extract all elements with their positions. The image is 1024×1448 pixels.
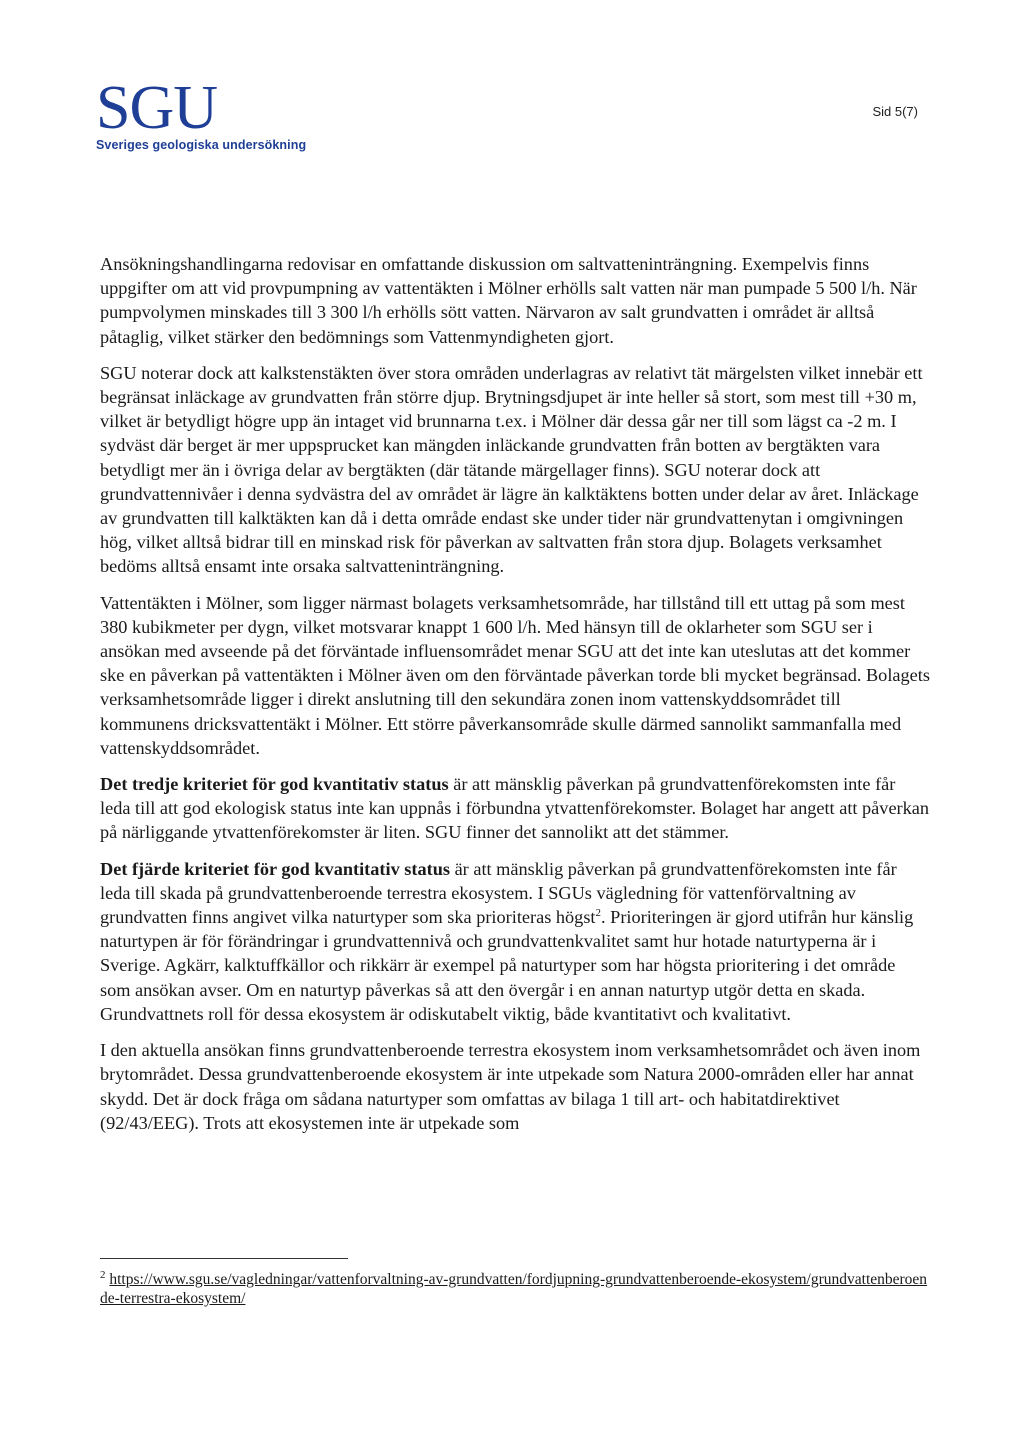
fourth-criterion-text-a: är att mänsklig påverkan på grundvattenförekomsten inte får leda till skada på grundvattenberoende terrestra ekosystem. I SGUs vägledning för vattenförvaltning av grundvatten finns angivet vilka naturtyper som ska prioriteras högst (100, 858, 897, 928)
fourth-criterion-heading: Det fjärde kriteriet för god kvantitativ status (100, 858, 450, 879)
paragraph-saltwater: Ansökningshandlingarna redovisar en omfattande diskussion om saltvatteninträngning. Exempelvis finns uppgifter om att vid provpumpning av vattentäkten i Mölner erhölls salt vatten när man pumpade 5 500 l/h. När pumpvolymen minskades till 3 300 l/h erhölls sött vatten. Närvaron av salt grundvatten i området är alltså påtaglig, vilket stärker den bedömnings som Vattenmyndigheten gjort. (100, 254, 917, 347)
footnote-link[interactable]: https://www.sgu.se/vagledningar/vattenforvaltning-av-grundvatten/fordjupning-grundvattenberoende-ekosystem/grundvattenberoende-terrestra-ekosystem/ (100, 1271, 928, 1307)
paragraph-current-application: I den aktuella ansökan finns grundvattenberoende terrestra ekosystem inom verksamhetsområdet och även inom brytområdet. Dessa grundvattenberoende ekosystem är inte utpekade som Natura 2000-områden eller har annat skydd. Det är dock fråga om sådana naturtyper som omfattas av bilaga 1 till art- och habitatdirektivet (92/43/EEG). Trots att ekosystemen inte är utpekade som (100, 1040, 921, 1133)
logo-subtitle: Sveriges geologiska undersökning (96, 138, 307, 152)
logo-mark: SGU (96, 74, 218, 142)
third-criterion-text: är att mänsklig påverkan på grundvattenförekomsten inte får leda till att god ekologisk status inte kan uppnås i förbundna ytvattenförekomster. Bolaget har angett att påverkan på närliggande ytvattenförekomster är liten. SGU finner det sannolikt att det stämmer. (100, 774, 930, 843)
sgu-logo (96, 74, 307, 152)
footnote-number: 2 (100, 1268, 106, 1281)
footnote-ref[interactable]: 2 (595, 906, 602, 919)
footnote-divider (100, 1258, 348, 1259)
fourth-criterion-text-b: . Prioriteringen är gjord utifrån hur känslig naturtypen är för förändringar i grundvattennivå och grundvattenkvalitet samt hur hotade naturtyperna är i Sverige. Agkärr, kalktuffkällor och rikkärr är exempel på naturtyper som har högsta prioritering i det område som ansökan avser. Om en naturtyp påverkas så att den övergår i en annan naturtyp utgör detta en skada. Grundvattnets roll för dessa ekosystem är odiskutabelt viktig, både kvantitativt och kvalitativt. (100, 907, 914, 1024)
paragraph-molner: Vattentäkten i Mölner, som ligger närmast bolagets verksamhetsområde, har tillstånd till ett uttag på som mest 380 kubikmeter per dygn, vilket motsvarar knappt 1 600 l/h. Med hänsyn till de oklarheter som SGU ser i ansökan med avseende på det förväntade influensområdet menar SGU att det inte kan uteslutas att det kommer ske en påverkan på vattentäkten i Mölner även om den förväntade påverkan torde bli mycket begränsad. Bolagets verksamhetsområde ligger i direkt anslutning till den sekundära zonen inom vattenskyddsområdet till kommunens dricksvattentäkt i Mölner. Ett större påverkansområde skulle därmed sannolikt sammanfalla med vattenskyddsområdet. (100, 592, 930, 758)
footnote (100, 1270, 930, 1308)
body-text (100, 252, 930, 1147)
third-criterion-heading: Det tredje kriteriet för god kvantitativ status (100, 774, 449, 795)
paragraph-limestone: SGU noterar dock att kalkstenstäkten över stora områden underlagras av relativt tät märgelsten vilket innebär ett begränsat inläckage av grundvatten från större djup. Brytningsdjupet är inte heller så stort, som mest till +30 m, vilket är betydligt högre upp än intaget vid brunnarna t.ex. i Mölner där dessa går ner till som lägst ca -2 m. I sydväst där berget är mer uppsprucket kan mängden inläckande grundvatten från botten av bergtäkten vara betydligt mer än i övriga delar av bergtäkten (där tätande märgellager finns). SGU noterar dock att grundvattennivåer i denna sydvästra del av området är lägre än kalktäktens botten under delar av året. Inläckage av grundvatten till kalktäkten kan då i detta område endast ske under tider när grundvattenytan i omgivningen hög, vilket alltså bidrar till en minskad risk för påverkan av saltvatten från stora djup. Bolagets verksamhet bedöms alltså ensamt inte orsaka saltvatteninträngning. (100, 362, 923, 577)
paragraph-third-criterion (100, 772, 930, 845)
paragraph-fourth-criterion (100, 857, 930, 1026)
page-number: Sid 5(7) (872, 104, 918, 119)
